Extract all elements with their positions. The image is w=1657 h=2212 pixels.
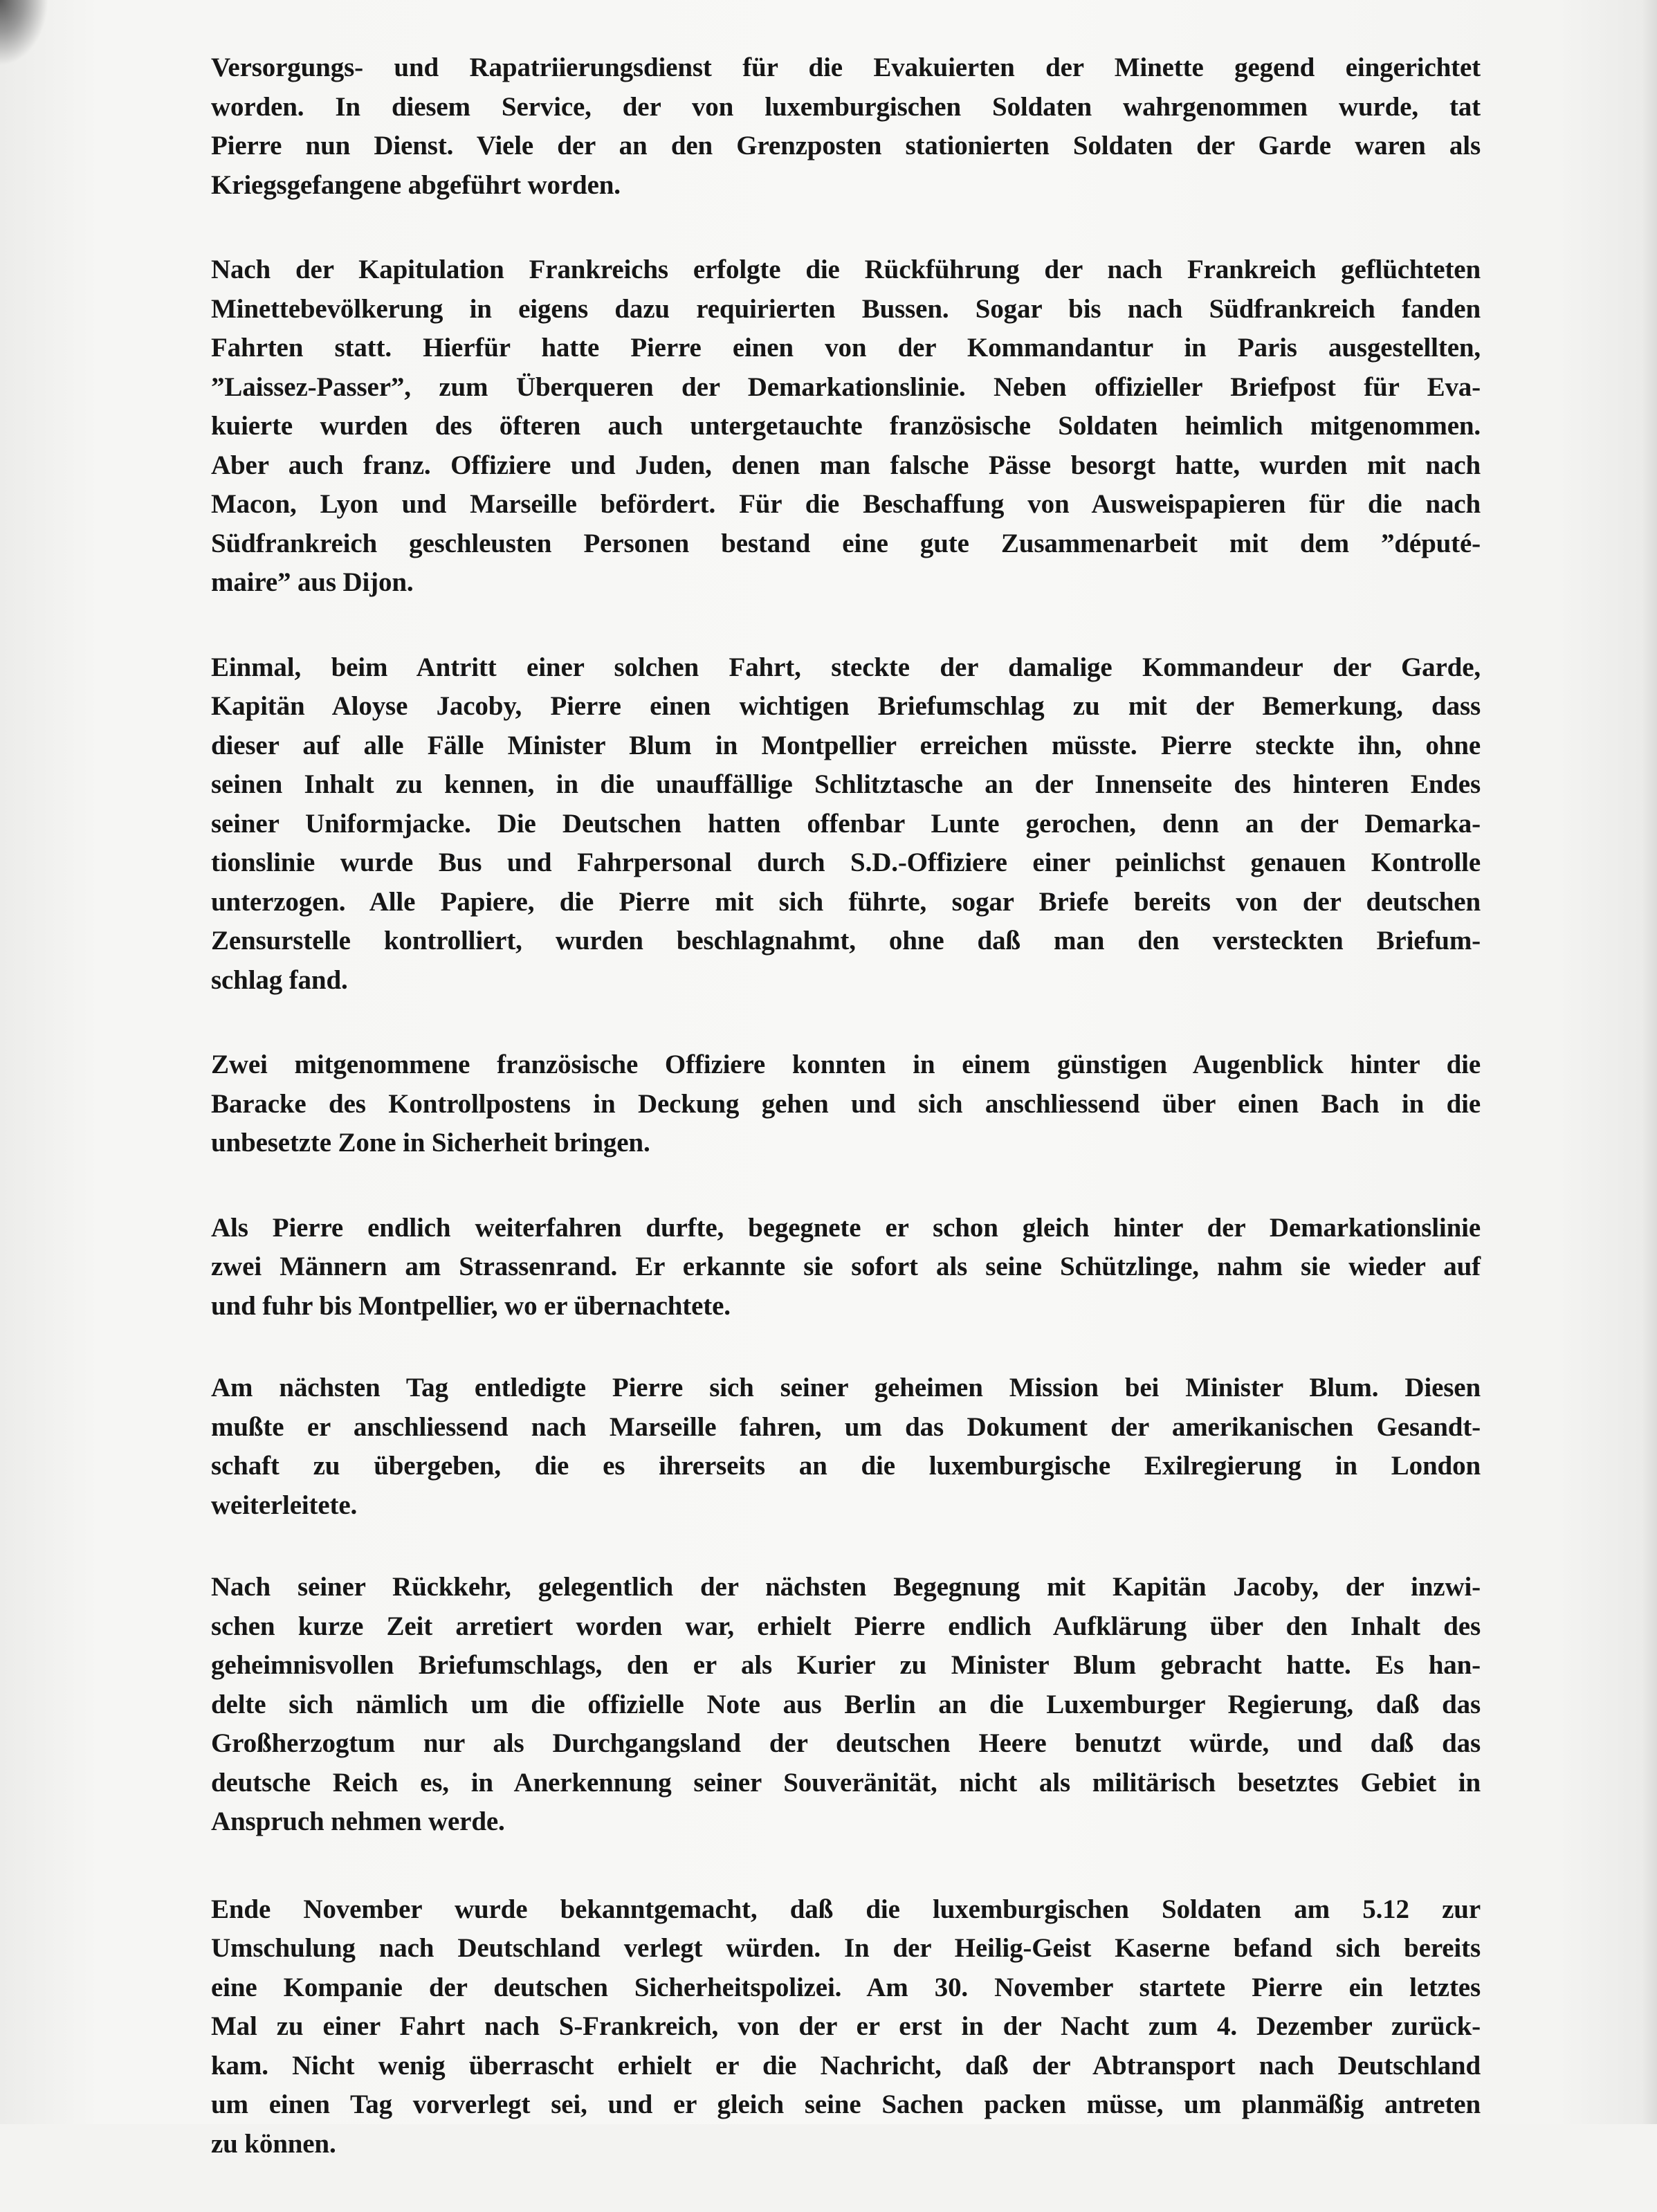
paragraph-4 bbox=[211, 1045, 1481, 1163]
text-line: Minettebevölkerung in eigens dazu requirierten Bussen. Sogar bis nach Südfrankreich fanden bbox=[211, 293, 1481, 324]
paragraph-6 bbox=[211, 1369, 1481, 1525]
text-line: seinen Inhalt zu kennen, in die unauffällige Schlitztasche an der Innenseite des hinteren Endes bbox=[211, 769, 1481, 799]
text-line: Aber auch franz. Offiziere und Juden, denen man falsche Pässe besorgt hatte, wurden mit nach bbox=[211, 450, 1481, 480]
text-line: Zensurstelle kontrolliert, wurden beschlagnahmt, ohne daß man den versteckten Briefum- bbox=[211, 926, 1481, 956]
text-line: weiterleitete. bbox=[211, 1490, 358, 1520]
text-line: Macon, Lyon und Marseille befördert. Für die Beschaffung von Ausweispapieren für die nach bbox=[211, 489, 1481, 519]
text-line: eine Kompanie der deutschen Sicherheitspolizei. Am 30. November startete Pierre ein letztes bbox=[211, 1972, 1481, 2002]
text-line: Mal zu einer Fahrt nach S-Frankreich, von der er erst in der Nacht zum 4. Dezember zurück- bbox=[211, 2011, 1481, 2041]
text-line: Großherzogtum nur als Durchgangsland der deutschen Heere benutzt würde, und daß das bbox=[211, 1728, 1481, 1758]
text-line: zu können. bbox=[211, 2128, 336, 2159]
text-line: geheimnisvollen Briefumschlags, den er als Kurier zu Minister Blum gebracht hatte. Es han- bbox=[211, 1650, 1481, 1680]
text-line: seiner Uniformjacke. Die Deutschen hatten offenbar Lunte gerochen, denn an der Demarka- bbox=[211, 808, 1481, 839]
text-line: unbesetzte Zone in Sicherheit bringen. bbox=[211, 1128, 650, 1158]
text-line: unterzogen. Alle Papiere, die Pierre mit sich führte, sogar Briefe bereits von der deutschen bbox=[211, 886, 1481, 917]
text-line: Umschulung nach Deutschland verlegt würden. In der Heilig-Geist Kaserne befand sich bereits bbox=[211, 1933, 1481, 1963]
text-line: Als Pierre endlich weiterfahren durfte, begegnete er schon gleich hinter der Demarkationslinie bbox=[211, 1212, 1481, 1243]
paragraph-2 bbox=[211, 250, 1481, 603]
text-line: maire” aus Dijon. bbox=[211, 567, 414, 597]
page-corner-shadow bbox=[0, 0, 48, 66]
text-line: Fahrten statt. Hierfür hatte Pierre einen von der Kommandantur in Paris ausgestellten, bbox=[211, 333, 1481, 363]
text-line: Einmal, beim Antritt einer solchen Fahrt, steckte der damalige Kommandeur der Garde, bbox=[211, 652, 1481, 682]
text-line: um einen Tag vorverlegt sei, und er gleich seine Sachen packen müsse, um planmäßig antreten bbox=[211, 2090, 1481, 2119]
text-line: Zwei mitgenommene französische Offiziere konnten in einem günstigen Augenblick hinter die bbox=[211, 1050, 1481, 1079]
paragraph-5 bbox=[211, 1209, 1481, 1326]
text-line: schaft zu übergeben, die es ihrerseits an die luxemburgische Exilregierung in London bbox=[211, 1451, 1481, 1481]
text-line: und fuhr bis Montpellier, wo er übernachtete. bbox=[211, 1290, 731, 1321]
text-line: Kapitän Aloyse Jacoby, Pierre einen wichtigen Briefumschlag zu mit der Bemerkung, dass bbox=[211, 691, 1481, 721]
text-line: mußte er anschliessend nach Marseille fahren, um das Dokument der amerikanischen Gesandt- bbox=[211, 1411, 1481, 1442]
text-line: kuierte wurden des öfteren auch untergetauchte französische Soldaten heimlich mitgenommen. bbox=[211, 411, 1481, 441]
page-right-edge bbox=[1642, 0, 1657, 2124]
text-line: kam. Nicht wenig überrascht erhielt er die Nachricht, daß der Abtransport nach Deutschland bbox=[211, 2050, 1481, 2081]
text-line: Versorgungs- und Rapatriierungsdienst für die Evakuierten der Minette gegend eingerichtet bbox=[211, 53, 1481, 82]
text-line: ”Laissez-Passer”, zum Überqueren der Demarkationslinie. Neben offizieller Briefpost für Eva- bbox=[211, 372, 1481, 402]
text-line: zwei Männern am Strassenrand. Er erkannte sie sofort als seine Schützlinge, nahm sie wieder auf bbox=[211, 1252, 1481, 1281]
text-line: worden. In diesem Service, der von luxemburgischen Soldaten wahrgenommen wurde, tat bbox=[211, 91, 1481, 122]
paragraph-8 bbox=[211, 1890, 1481, 2164]
text-line: Ende November wurde bekanntgemacht, daß die luxemburgischen Soldaten am 5.12 zur bbox=[211, 1894, 1481, 1924]
text-line: dieser auf alle Fälle Minister Blum in Montpellier erreichen müsste. Pierre steckte ihn, ohne bbox=[211, 730, 1481, 760]
text-line: schlag fand. bbox=[211, 965, 348, 995]
text-line: Kriegsgefangene abgeführt worden. bbox=[211, 170, 621, 200]
text-line: Baracke des Kontrollpostens in Deckung gehen und sich anschliessend über einen Bach in die bbox=[211, 1088, 1481, 1119]
text-line: Südfrankreich geschleusten Personen bestand eine gute Zusammenarbeit mit dem ”député- bbox=[211, 528, 1481, 558]
text-line: Am nächsten Tag entledigte Pierre sich seiner geheimen Mission bei Minister Blum. Diesen bbox=[211, 1373, 1481, 1402]
text-line: tionslinie wurde Bus und Fahrpersonal durch S.D.-Offiziere einer peinlichst genauen Kontrolle bbox=[211, 848, 1481, 877]
paragraph-7 bbox=[211, 1568, 1481, 1842]
text-line: Nach seiner Rückkehr, gelegentlich der nächsten Begegnung mit Kapitän Jacoby, der inzwi- bbox=[211, 1572, 1481, 1602]
text-line: delte sich nämlich um die offizielle Note aus Berlin an die Luxemburger Regierung, daß das bbox=[211, 1689, 1481, 1719]
text-line: Anspruch nehmen werde. bbox=[211, 1807, 505, 1836]
paragraph-3 bbox=[211, 648, 1481, 1000]
text-line: schen kurze Zeit arretiert worden war, erhielt Pierre endlich Aufklärung über den Inhalt des bbox=[211, 1611, 1481, 1641]
text-line: Pierre nun Dienst. Viele der an den Grenzposten stationierten Soldaten der Garde waren als bbox=[211, 131, 1481, 161]
text-line: deutsche Reich es, in Anerkennung seiner Souveränität, nicht als militärisch besetztes Gebiet in bbox=[211, 1767, 1481, 1798]
paragraph-1 bbox=[211, 48, 1481, 205]
document-body bbox=[211, 48, 1481, 2212]
text-line: Nach der Kapitulation Frankreichs erfolgte die Rückführung der nach Frankreich geflüchteten bbox=[211, 255, 1481, 284]
